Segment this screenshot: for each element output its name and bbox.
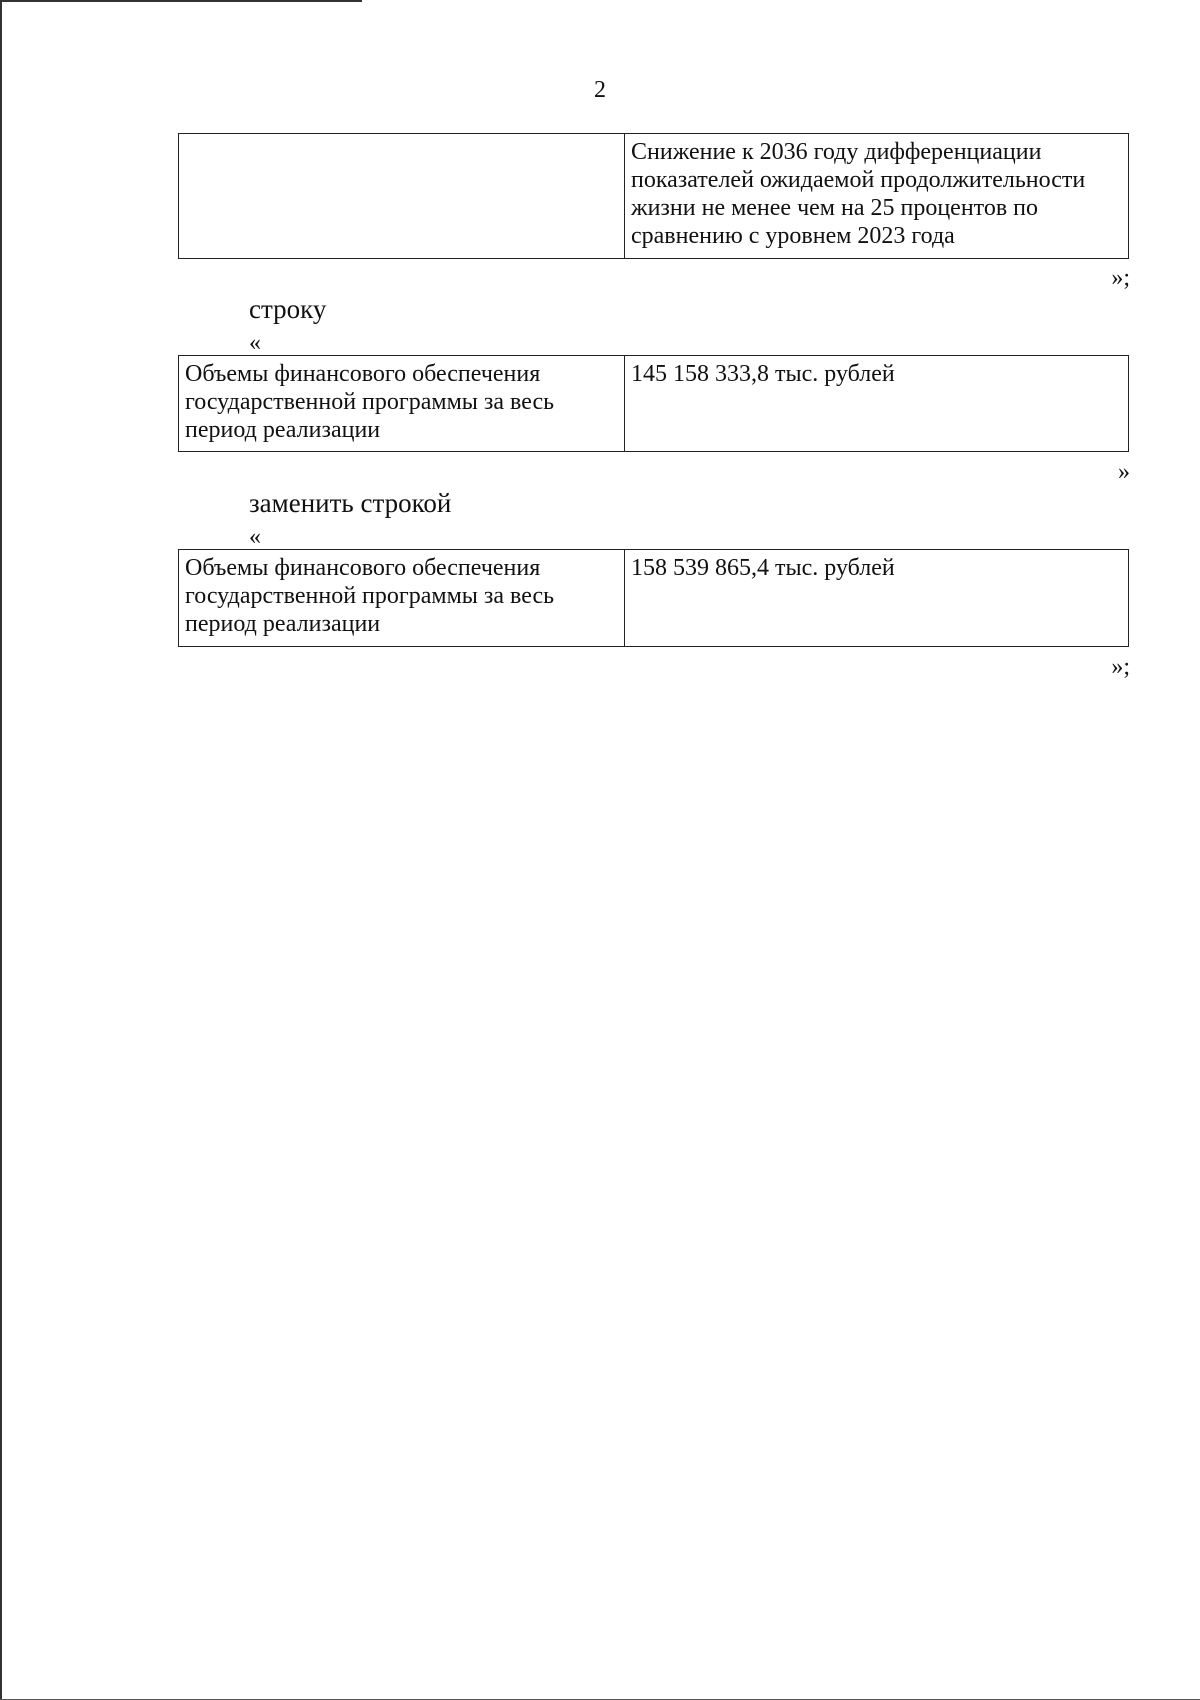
table-cell-right: Снижение к 2036 году дифференциации показателей ожидаемой продолжительности жизни не менее чем на 25 процентов по сравнению с уровнем 2023 года — [625, 134, 1129, 259]
table-cell-left: Объемы финансового обеспечения государственной программы за весь период реализации — [179, 356, 625, 452]
opening-quote: « — [249, 524, 261, 550]
table-row — [179, 550, 1129, 647]
table-cell-right: 158 539 865,4 тыс. рублей — [625, 550, 1129, 647]
closing-quote: »; — [1111, 654, 1130, 680]
table-row — [179, 356, 1129, 452]
table-cell-left — [179, 134, 625, 259]
closing-quote: »; — [1111, 265, 1130, 291]
table-cell-right: 145 158 333,8 тыс. рублей — [625, 356, 1129, 452]
instruction-text: заменить строкой — [249, 488, 452, 518]
instruction-text: строку — [249, 294, 327, 324]
table-row — [179, 134, 1129, 259]
opening-quote: « — [249, 330, 261, 356]
table-old-funding-row — [178, 355, 1129, 452]
table-cell-left: Объемы финансового обеспечения государственной программы за весь период реализации — [179, 550, 625, 647]
closing-quote: » — [1118, 459, 1130, 485]
scan-frame-left-edge — [0, 0, 2, 1700]
table-new-funding-row — [178, 549, 1129, 647]
table-life-expectancy-row — [178, 133, 1129, 259]
page-number: 2 — [594, 77, 606, 103]
scan-frame-top-edge — [0, 0, 362, 2]
